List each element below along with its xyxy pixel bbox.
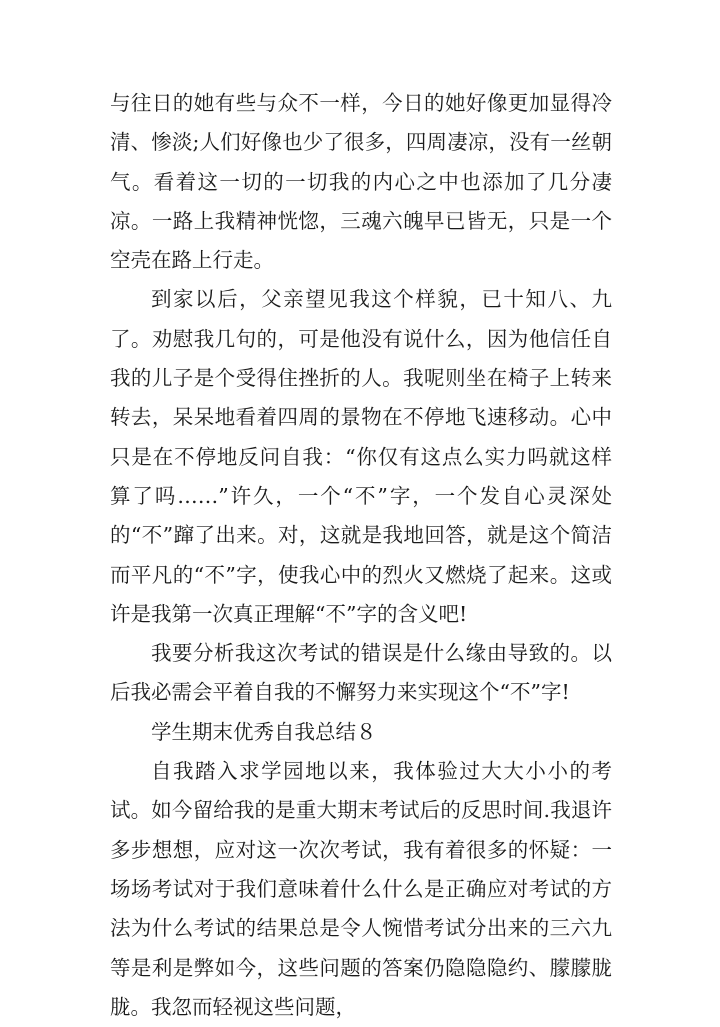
paragraph-3: 我要分析我这次考试的错误是什么缘由导致的。以后我必需会平着自我的不懈努力来实现这个“不”字!	[110, 641, 612, 705]
paragraph-2: 到家以后，父亲望见我这个样貌，已十知八、九了。劝慰我几句的，可是他没有说什么，因为他信任自我的儿子是个受得住挫折的人。我呢则坐在椅子上转来转去，呆呆地看着四周的景物在不停地飞速移动。心中只是在不停地反问自我：“你仅有这点么实力吗就这样算了吗……”许久，一个“不”字，一个发自心灵深处的“不”蹿了出来。对，这就是我地回答，就是这个简洁而平凡的“不”字，使我心中的烈火又燃烧了起来。这或许是我第一次真正理解“不”字的含义吧!	[110, 287, 612, 626]
section-heading: 学生期末优秀自我总结８	[151, 719, 377, 744]
document-body	[110, 84, 612, 1027]
paragraph-4: 自我踏入求学园地以来，我体验过大大小小的考试。如今留给我的是重大期末考试后的反思时间.我退许多步想想，应对这一次次考试，我有着很多的怀疑：一场场考试对于我们意味着什么什么是正确应对考试的方法为什么考试的结果总是令人惋惜考试分出来的三六九等是利是弊如今，这些问题的答案仍隐隐隐约、朦朦胧胧。我忽而轻视这些问题，	[110, 759, 612, 1019]
paragraph-1: 与往日的她有些与众不一样，今日的她好像更加显得冷清、惨淡;人们好像也少了很多，四周凄凉，没有一丝朝气。看着这一切的一切我的内心之中也添加了几分凄凉。一路上我精神恍惚，三魂六魄早已皆无，只是一个空壳在路上行走。	[110, 91, 612, 273]
